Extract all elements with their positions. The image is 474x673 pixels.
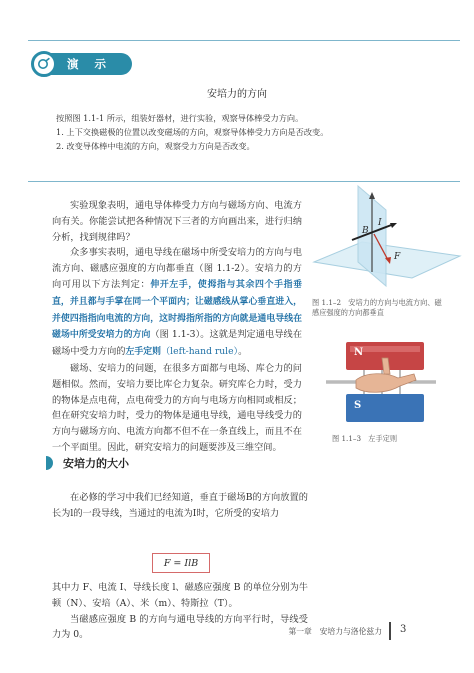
footer-divider bbox=[389, 622, 391, 640]
left-hand-rule-english: （left-hand rule） bbox=[161, 346, 239, 358]
label-b: B bbox=[362, 226, 369, 236]
main-text bbox=[52, 198, 302, 456]
page-number: 3 bbox=[400, 624, 407, 635]
label-i: I bbox=[378, 218, 382, 228]
demo-label: 演 示 bbox=[67, 57, 113, 71]
demo-lens-icon bbox=[31, 51, 57, 77]
section-heading bbox=[46, 455, 129, 471]
demo-line: 按照图 1.1-1 所示，组装好器材，进行实验，观察导体棒受力方向。 bbox=[56, 113, 304, 123]
left-hand-rule-term: 左手定则 bbox=[125, 347, 161, 358]
section-marker bbox=[46, 456, 53, 470]
demo-line: 2. 改变导体棒中电流的方向，观察受力方向是否改变。 bbox=[56, 141, 255, 151]
paragraph: 其中力 F、电流 I、导线长度 l、磁感应强度 B 的单位分别为牛顿（N）、安培（A）、米（m）、特斯拉（T）。 bbox=[52, 582, 308, 609]
label-f: F bbox=[394, 252, 401, 262]
figure-caption: 图 1.1–3 左手定则 bbox=[332, 434, 398, 443]
paragraph: 实验现象表明，通电导体棒受力方向与磁场方向、电流方向有关。你能尝试把各种情况下三者的方向画出来，进行归纳分析，找到规律吗？ bbox=[52, 200, 302, 243]
figure-left-hand-rule bbox=[326, 336, 436, 428]
paragraph: 磁场、安培力的问题，在很多方面都与电场、库仑力的问题相似。然而，安培力要比库仑力复杂。研究库仑力时，受力的物体是点电荷，点电荷受力的方向与电场方向相同或相反；但在研究安培力时，受力的物体是通电导线，通电导线受力的方向与磁场方向、电流方向都不但不在一条直线上，而且不在一个平面里。因此，研究安培力的问题要涉及三维空间。 bbox=[52, 362, 302, 453]
label-s: S bbox=[354, 400, 362, 411]
section-title: 安培力的大小 bbox=[63, 457, 129, 470]
top-rule bbox=[28, 40, 460, 41]
paragraph-text: 众多事实表明，通电导线在磁场中所受安培力的方向与电流方向、磁感应强度的方向都垂直（图 1.1-2）。安培力的方向可用以下方法判定： bbox=[52, 247, 302, 290]
demo-badge bbox=[34, 53, 132, 75]
left-hand-rule-statement: 伸开左手，使拇指与其余四个手指垂直，并且都与手掌在同一个平面内；让磁感线从掌心垂直进入，并使四指指向电流的方向，这时拇指所指的方向就是通电导线在磁场中所受安培力的方向 bbox=[52, 279, 303, 341]
label-n: N bbox=[354, 347, 364, 358]
figure-caption: 图 1.1–2 安培力的方向与电流方向、磁感应强度的方向都垂直 bbox=[312, 298, 442, 317]
paragraph: 当磁感应强度 B 的方向与通电导线的方向平行时，导线受力为 0。 bbox=[52, 613, 308, 641]
demo-instructions bbox=[40, 111, 400, 153]
demo-line: 1. 上下交换磁极的位置以改变磁场的方向，观察导体棒受力方向是否改变。 bbox=[56, 127, 329, 137]
chapter-title: 第一章 安培力与洛伦兹力 bbox=[288, 627, 382, 636]
paragraph-text: 。 bbox=[238, 346, 248, 358]
paragraph-text: （图 1.1-3）。这就是判定通电导线在磁场中受力方向的 bbox=[52, 329, 303, 358]
paragraph: 在必修的学习中我们已经知道，垂直于磁场B的方向放置的长为l的一段导线，当通过的电流为I时，它所受的安培力 bbox=[52, 492, 308, 519]
page-footer bbox=[0, 624, 474, 644]
demo-title: 安培力的方向 bbox=[207, 89, 267, 100]
figure-force-directions bbox=[312, 182, 462, 294]
formula-box: F = IlB bbox=[152, 553, 210, 573]
section-text bbox=[52, 490, 308, 522]
paragraph bbox=[52, 245, 302, 361]
